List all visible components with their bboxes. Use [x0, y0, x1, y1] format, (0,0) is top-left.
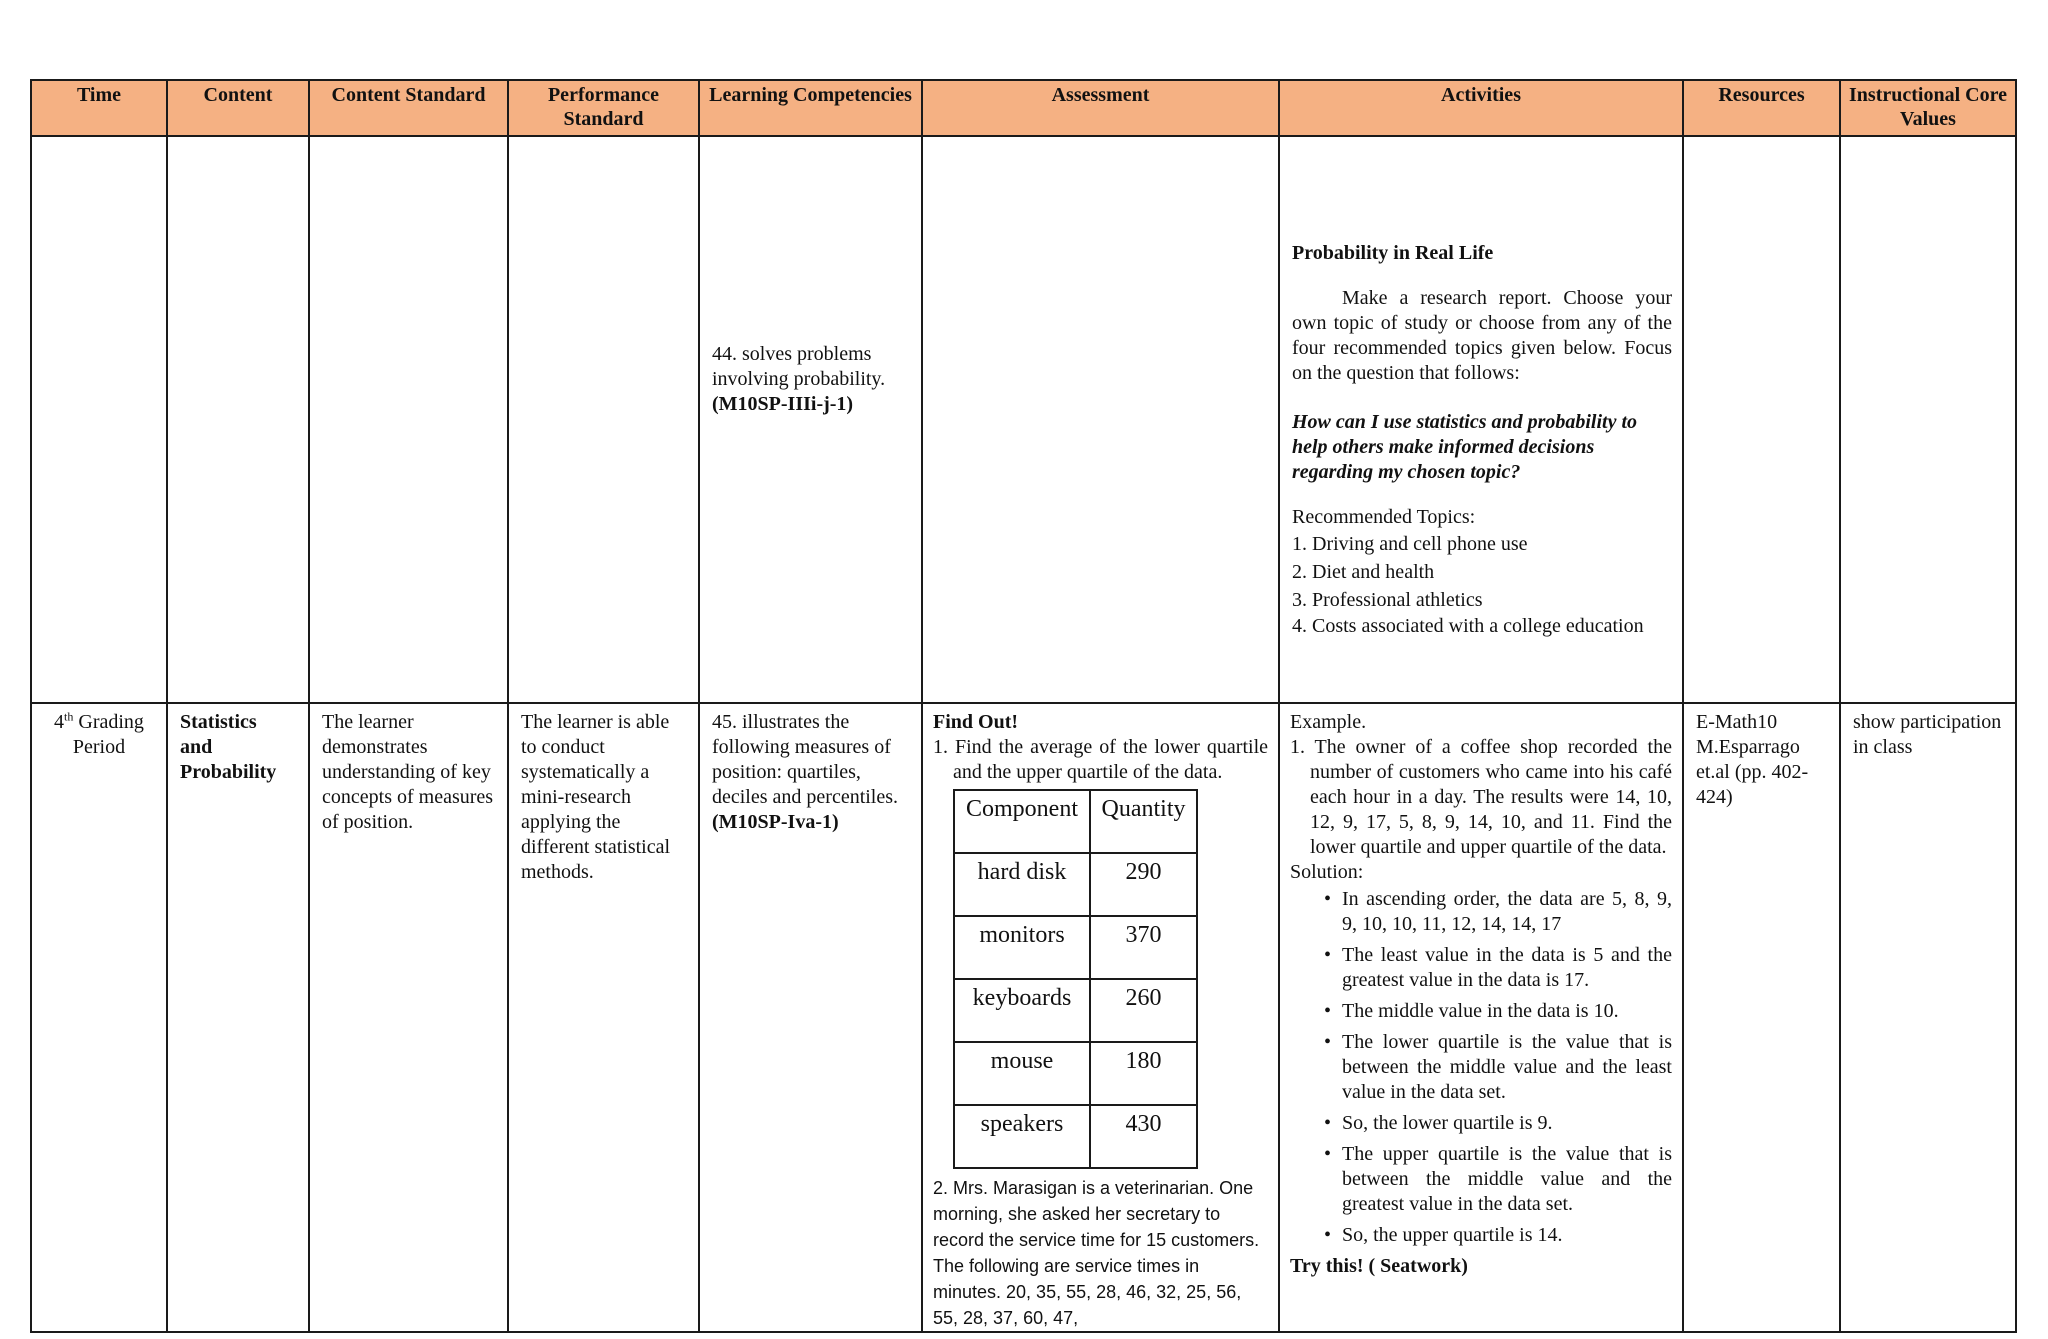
row1-assessment [922, 136, 1279, 703]
activity-intro: Make a research report. Choose your own topic of study or choose from any of the four recommended topics given below. Focus on the question that follows: [1292, 287, 1672, 384]
lesson-plan-table [30, 79, 2017, 1333]
table-cell: 180 [1090, 1042, 1197, 1105]
row2-assessment [922, 703, 1279, 1332]
header-activities: Activities [1279, 80, 1683, 136]
row1-core-values [1840, 136, 2016, 703]
row2-competency-text: 45. illustrates the following measures of position: quartiles, deciles and percentiles. [712, 711, 899, 808]
table-cell: 290 [1090, 853, 1197, 916]
solution-item: • So, the upper quartile is 14. [1338, 1223, 1672, 1248]
component-table [953, 789, 1198, 1169]
row2-activities [1279, 703, 1683, 1332]
solution-item: • In ascending order, the data are 5, 8, 9, 9, 10, 10, 11, 12, 14, 14, 17 [1338, 887, 1672, 937]
table-cell: keyboards [954, 979, 1090, 1042]
header-row [31, 80, 2016, 136]
table-cell: monitors [954, 916, 1090, 979]
header-performance-standard: Performance Standard [508, 80, 699, 136]
table-cell: speakers [954, 1105, 1090, 1168]
table-row [954, 1042, 1197, 1105]
table-cell: 260 [1090, 979, 1197, 1042]
solution-item: • The lower quartile is the value that is between the middle value and the least value in the data set. [1338, 1030, 1672, 1105]
row1-competency-code: (M10SP-IIIi-j-1) [712, 393, 854, 415]
table-row [954, 790, 1197, 853]
header-core-values: Instructional Core Values [1840, 80, 2016, 136]
row2-performance-standard [508, 703, 699, 1332]
activity-question: How can I use statistics and probability to help others make informed decisions regarding my chosen topic? [1292, 411, 1638, 483]
row1-learning-competencies [699, 136, 922, 703]
content-standard-text: The learner demonstrates understanding of key concepts of measures of position. [322, 711, 494, 833]
row1-performance-standard [508, 136, 699, 703]
assessment-title: Find Out! [933, 711, 1019, 733]
topic-item: 2. Diet and health [1292, 561, 1435, 583]
row2-content [167, 703, 309, 1332]
row2-content-standard [309, 703, 508, 1332]
table-row [31, 703, 2016, 1332]
row1-activities [1279, 136, 1683, 703]
grading-text: Grading Period [72, 711, 144, 758]
topics-list [1292, 530, 1672, 639]
solution-item: • The middle value in the data is 10. [1338, 999, 1672, 1024]
topic-item: 4. Costs associated with a college education [1292, 615, 1644, 637]
assessment-item-1: 1. Find the average of the lower quartile and the upper quartile of the data. [933, 736, 1268, 783]
row1-content [167, 136, 309, 703]
core-values-text: show participation in class [1853, 711, 2002, 758]
header-learning-competencies: Learning Competencies [699, 80, 922, 136]
row2-time [31, 703, 167, 1332]
header-assessment: Assessment [922, 80, 1279, 136]
performance-standard-text: The learner is able to conduct systematically a mini-research applying the different statistical methods. [521, 711, 671, 883]
try-this-label: Try this! ( Seatwork) [1290, 1255, 1468, 1277]
row2-core-values [1840, 703, 2016, 1332]
content-topic: Statistics and Probability [180, 711, 277, 783]
table-cell: hard disk [954, 853, 1090, 916]
grading-number: 4 [54, 711, 65, 733]
solution-item: • So, the lower quartile is 9. [1338, 1111, 1672, 1136]
solution-label: Solution: [1290, 861, 1364, 883]
table-row [954, 853, 1197, 916]
example-problem: 1. The owner of a coffee shop recorded the number of customers who came into his café each hour in a day. The results were 14, 10, 12, 9, 17, 5, 8, 9, 14, 10, and 11. Find the lower quartile and upper quartile of the data. [1290, 736, 1672, 858]
row2-resources [1683, 703, 1840, 1332]
topics-label: Recommended Topics: [1292, 506, 1476, 528]
activity-title: Probability in Real Life [1292, 242, 1494, 264]
solution-item: • The upper quartile is the value that is between the middle value and the greatest value in the data set. [1338, 1142, 1672, 1217]
resources-text: E-Math10 M.Esparrago et.al (pp. 402-424) [1696, 711, 1809, 808]
grading-sup: th [64, 709, 74, 724]
table-row [954, 916, 1197, 979]
topic-item: 3. Professional athletics [1292, 589, 1483, 611]
row1-resources [1683, 136, 1840, 703]
table-cell: mouse [954, 1042, 1090, 1105]
row1-content-standard [309, 136, 508, 703]
row2-learning-competencies [699, 703, 922, 1332]
topic-item: 1. Driving and cell phone use [1292, 533, 1528, 555]
example-label: Example. [1290, 711, 1367, 733]
solution-list [1290, 887, 1672, 1248]
row2-competency-code: (M10SP-Iva-1) [712, 811, 839, 833]
solution-item: • The least value in the data is 5 and the greatest value in the data is 17. [1338, 943, 1672, 993]
table-row [954, 1105, 1197, 1168]
row1-time [31, 136, 167, 703]
header-content: Content [167, 80, 309, 136]
table-cell: 430 [1090, 1105, 1197, 1168]
table-header-cell: Quantity [1090, 790, 1197, 853]
header-resources: Resources [1683, 80, 1840, 136]
table-row [31, 136, 2016, 703]
header-time: Time [31, 80, 167, 136]
table-row [954, 979, 1197, 1042]
table-header-cell: Component [954, 790, 1090, 853]
assessment-item-2: 2. Mrs. Marasigan is a veterinarian. One morning, she asked her secretary to record the service time for 15 customers. The following are service times in minutes. 20, 35, 55, 28, 46, 32, 25, 56, 55, 28, 37, 60, 47, [933, 1178, 1260, 1328]
header-content-standard: Content Standard [309, 80, 508, 136]
table-cell: 370 [1090, 916, 1197, 979]
row1-competency-text: 44. solves problems involving probability. [712, 343, 886, 390]
